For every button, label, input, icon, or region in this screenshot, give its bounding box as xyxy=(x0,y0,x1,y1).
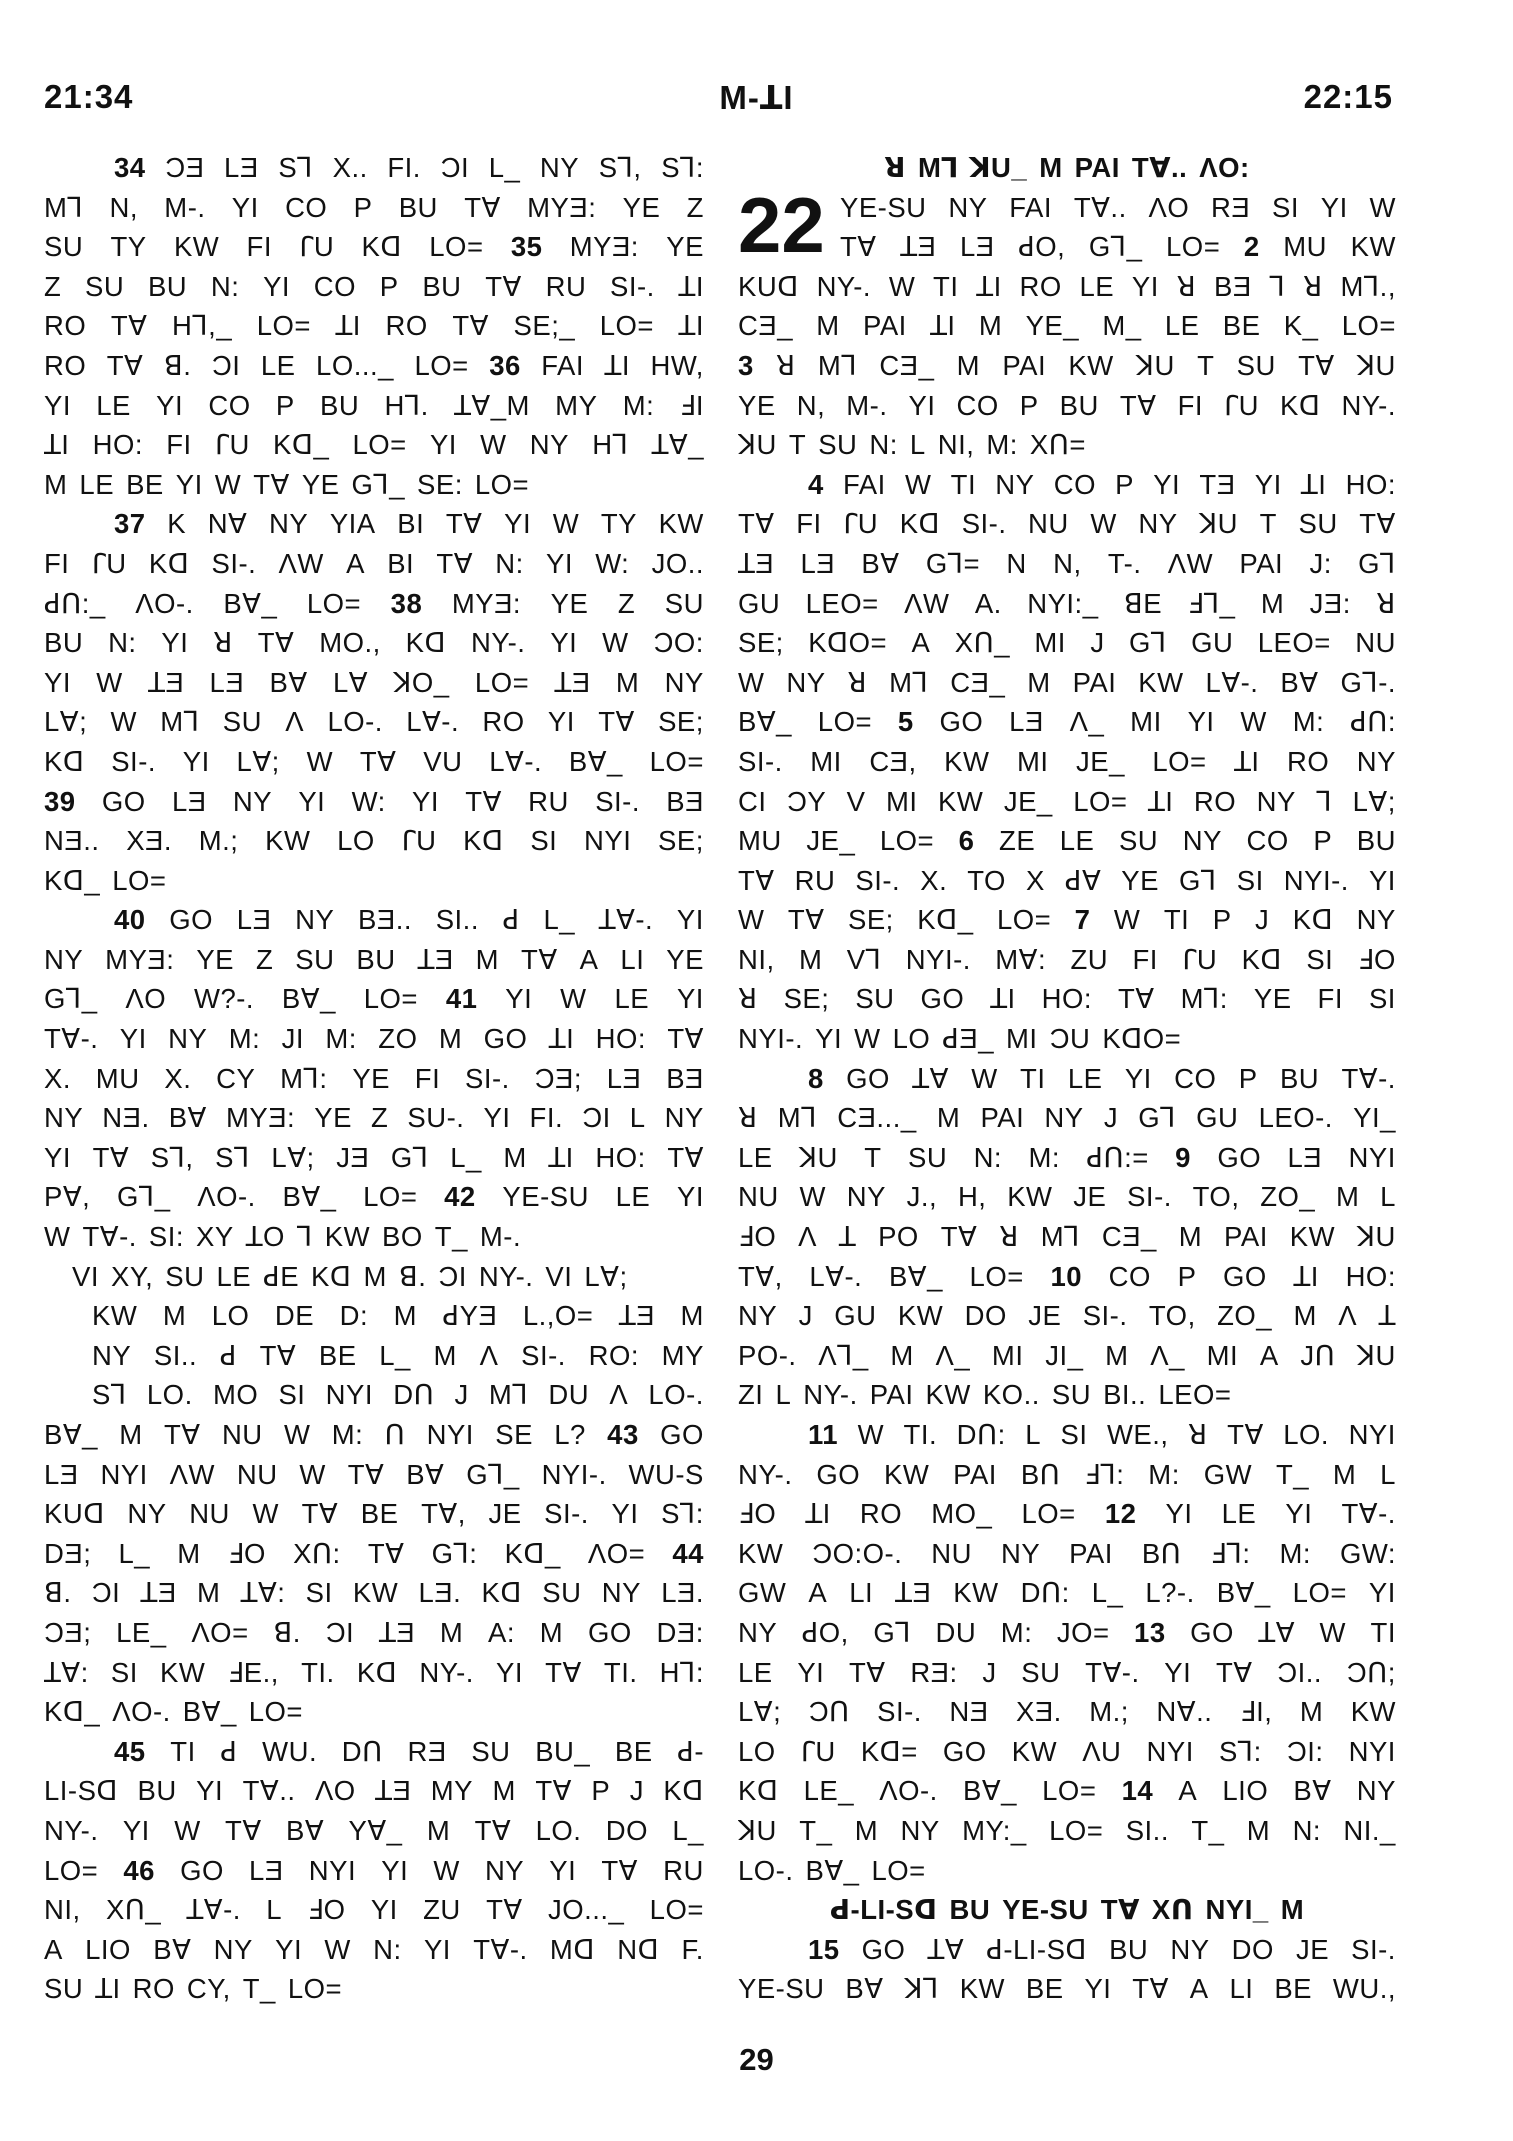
text-line: NI, Xꓵ_ ꓕⱯ-. L ꓞO YI ZU TⱯ JO..._ LO= xyxy=(44,1894,704,1926)
text-line: TⱯ, LⱯ-. BⱯ_ LO= 10 CO P GO ꓕI HO: xyxy=(738,1260,1396,1292)
text-line: ꓒꓵ:_ ɅO-. BⱯ_ LO= 38 MYƎ: YE Z SU xyxy=(44,587,704,619)
right-text-column xyxy=(738,148,1396,2009)
text-line: Z SU BU N: YI CO P BU TⱯ RU SI-. ꓕI xyxy=(44,270,704,302)
text-line: FI ꓩU Kꓷ SI-. ɅW A BI TⱯ N: YI W: JO.. xyxy=(44,547,704,579)
text-line: Kꓷ_ ɅO-. BⱯ_ LO= xyxy=(44,1696,303,1728)
text-line: CƎ_ M PAI ꓕI M YE_ M_ LE BE K_ LO= xyxy=(738,310,1396,342)
text-line: M LE BE YI W TⱯ YE Gꓶ_ SE: LO= xyxy=(44,468,530,500)
text-line: YI LE YI CO P BU Hꓶ. ꓕⱯ_M MY M: ꓞI xyxy=(44,389,704,421)
text-line: GU LEO= ɅW A. NYI:_ ꓭE ꓞꓶ_ M JƎ: ꓤ xyxy=(738,587,1396,619)
text-line: ꓭ. ƆI ꓕƎ M ꓕⱯ: SI KW LƎ. Kꓷ SU NY LƎ. xyxy=(44,1577,704,1609)
text-line: TⱯ-. YI NY M: JI M: ZO M GO ꓕI HO: TⱯ xyxy=(44,1023,704,1055)
text-line: RO TⱯ Hꓶ,_ LO= ꓕI RO TⱯ SE;_ LO= ꓕI xyxy=(44,310,704,342)
text-line: Sꓶ LO. MO SI NYI Dꓵ J Mꓶ DU Ʌ LO-. xyxy=(92,1379,704,1411)
text-line: KUꓷ NY NU W TⱯ BE TⱯ, JE SI-. YI Sꓶ: xyxy=(44,1498,704,1530)
text-line: BⱯ_ M TⱯ NU W M: ꓵ NYI SE L? 43 GO xyxy=(44,1419,704,1450)
text-line: SE; KꓷO= A Xꓵ_ MI J Gꓶ GU LEO= NU xyxy=(738,627,1396,659)
text-line: NYI-. YI W LO ꓒƎ_ MI ƆU KꓷO= xyxy=(738,1023,1182,1055)
text-line: A LIO BⱯ NY YI W N: YI TⱯ-. Mꓷ Nꓷ F. xyxy=(44,1933,704,1965)
text-line: LE ꓘU T SU N: M: ꓒꓵ:= 9 GO LƎ NYI xyxy=(738,1141,1396,1173)
text-line: YE-SU BⱯ ꓘꓶ KW BE YI TⱯ A LI BE WU., xyxy=(738,1973,1396,2005)
text-line: PⱯ, Gꓶ_ ɅO-. BⱯ_ LO= 42 YE-SU LE YI xyxy=(44,1181,704,1213)
text-line: ꓒ-LI-Sꓷ BU YE-SU TⱯ Xꓵ NYI_ M xyxy=(829,1894,1305,1926)
text-line: NƎ.. XƎ. M.; KW LO ꓩU Kꓷ SI NYI SE; xyxy=(44,825,704,857)
text-line: Kꓷ LE_ ɅO-. BⱯ_ LO= 14 A LIO BⱯ NY xyxy=(738,1775,1396,1807)
text-line: W NY ꓤ Mꓶ CƎ_ M PAI KW LⱯ-. BⱯ Gꓶ-. xyxy=(738,666,1396,698)
text-line: SU ꓕI RO CY, T_ LO= xyxy=(44,1973,343,2005)
text-line: KW ƆO:O-. NU NY PAI Bꓵ ꓞꓶ: M: GW: xyxy=(738,1537,1396,1569)
text-line: W TⱯ-. SI: XY ꓕO ꓶ KW BO T_ M-. xyxy=(44,1221,522,1253)
text-line: VI XY, SU LE ꓒE Kꓷ M ꓭ. ƆI NY-. VI LⱯ; xyxy=(72,1260,628,1292)
text-line: ꓤ Mꓶ ꓘU_ M PAI TⱯ.. ɅO: xyxy=(884,152,1250,183)
text-line: NY NƎ. BⱯ MYƎ: YE Z SU-. YI FI. ƆI L NY xyxy=(44,1102,704,1134)
header-verse-start: 21:34 xyxy=(44,78,134,115)
text-line: Mꓶ N, M-. YI CO P BU TⱯ MYƎ: YE Z xyxy=(44,191,704,223)
text-line: RO TⱯ ꓭ. ƆI LE LO..._ LO= 36 FAI ꓕI HW, xyxy=(44,349,704,381)
text-line: ꓕƎ LƎ BⱯ Gꓶ= N N, T-. ɅW PAI J: Gꓶ xyxy=(738,547,1396,579)
text-line: BⱯ_ LO= 5 GO LƎ Ʌ_ MI YI W M: ꓒꓵ: xyxy=(738,706,1396,738)
text-line: LⱯ; W Mꓶ SU Ʌ LO-. LⱯ-. RO YI TⱯ SE; xyxy=(44,706,704,738)
text-line: TⱯ ꓕƎ LƎ ꓒO, Gꓶ_ LO= 2 MU KW xyxy=(840,231,1396,263)
text-line: X. MU X. CY Mꓶ: YE FI SI-. ƆƎ; LƎ BƎ xyxy=(44,1062,704,1094)
text-line: LⱯ; Ɔꓵ SI-. NƎ XƎ. M.; NⱯ.. ꓞI, M KW xyxy=(738,1696,1396,1728)
text-line: 8 GO ꓕⱯ W TI LE YI CO P BU TⱯ-. xyxy=(808,1062,1396,1094)
text-line: Gꓶ_ ɅO W?-. BⱯ_ LO= 41 YI W LE YI xyxy=(44,983,704,1015)
chapter-number: 22 xyxy=(738,181,825,269)
text-line: 39 GO LƎ NY YI W: YI TⱯ RU SI-. BƎ xyxy=(44,785,704,817)
text-line: TⱯ FI ꓩU Kꓷ SI-. NU W NY ꓘU T SU TⱯ xyxy=(738,508,1396,540)
text-line: ƆƎ; LE_ ɅO= ꓭ. ƆI ꓕƎ M A: M GO DƎ: xyxy=(44,1616,704,1648)
text-line: MU JE_ LO= 6 ZE LE SU NY CO P BU xyxy=(738,825,1396,857)
text-line: W TⱯ SE; Kꓷ_ LO= 7 W TI P J Kꓷ NY xyxy=(738,904,1396,936)
text-line: 4 FAI W TI NY CO P YI TƎ YI ꓕI HO: xyxy=(808,468,1396,500)
text-line: ꓤ Mꓶ CƎ..._ M PAI NY J Gꓶ GU LEO-. YI_ xyxy=(738,1102,1396,1134)
text-line: PO-. Ʌꓶ_ M Ʌ_ MI JI_ M Ʌ_ MI A Jꓵ ꓘU xyxy=(738,1339,1396,1371)
text-line: 40 GO LƎ NY BƎ.. SI.. ꓒ L_ ꓕⱯ-. YI xyxy=(114,904,704,936)
text-line: ꓕI HO: FI ꓩU Kꓷ_ LO= YI W NY Hꓶ ꓕⱯ_ xyxy=(44,429,704,461)
text-line: Kꓷ_ LO= xyxy=(44,864,167,896)
text-line: YE-SU NY FAI TⱯ.. ɅO RƎ SI YI W xyxy=(840,191,1396,223)
text-line: YI W ꓕƎ LƎ BⱯ LⱯ ꓘO_ LO= ꓕƎ M NY xyxy=(44,666,704,698)
text-line: NI, M Vꓶ NYI-. MⱯ: ZU FI ꓩU Kꓷ SI ꓞO xyxy=(738,943,1396,975)
text-line: NY-. YI W TⱯ BⱯ YⱯ_ M TⱯ LO. DO L_ xyxy=(44,1814,704,1846)
text-line: YE N, M-. YI CO P BU TⱯ FI ꓩU Kꓷ NY-. xyxy=(738,389,1396,421)
text-line: LƎ NYI ɅW NU W TⱯ BⱯ Gꓶ_ NYI-. WU-S xyxy=(44,1458,704,1490)
text-line: TⱯ RU SI-. X. TO X ꓒⱯ YE Gꓶ SI NYI-. YI xyxy=(738,864,1396,896)
text-line: ꓤ SE; SU GO ꓕI HO: TⱯ Mꓶ: YE FI SI xyxy=(738,983,1396,1015)
text-line: SI-. MI CƎ, KW MI JE_ LO= ꓕI RO NY xyxy=(738,745,1396,777)
text-line: CI ƆY V MI KW JE_ LO= ꓕI RO NY ꓶ LⱯ; xyxy=(738,785,1396,817)
header-verse-end: 22:15 xyxy=(1303,78,1393,115)
text-line: 37 K NⱯ NY YIA BI TⱯ YI W TY KW xyxy=(114,508,704,540)
text-line: ꓘU T_ M NY MY:_ LO= SI.. T_ M N: NI._ xyxy=(738,1814,1396,1846)
text-line: 11 W TI. Dꓵ: L SI WE., ꓤ TⱯ LO. NYI xyxy=(808,1419,1396,1450)
text-line: 34 ƆƎ LƎ Sꓶ X.. FI. ƆI L_ NY Sꓶ, Sꓶ: xyxy=(114,152,704,183)
text-line: NU W NY J., H, KW JE SI-. TO, ZO_ M L xyxy=(738,1181,1396,1213)
text-line: ꓞO ꓕI RO MO_ LO= 12 YI LE YI TⱯ-. xyxy=(738,1498,1396,1530)
text-line: NY SI.. ꓒ TⱯ BE L_ M Ʌ SI-. RO: MY xyxy=(92,1339,704,1371)
text-line: 15 GO ꓕⱯ ꓒ-LI-Sꓷ BU NY DO JE SI-. xyxy=(808,1933,1396,1965)
text-line: DƎ; L_ M ꓞO Xꓵ: TⱯ Gꓶ: Kꓷ_ ɅO= 44 xyxy=(44,1537,704,1569)
text-line: LI-Sꓷ BU YI TⱯ.. ɅO ꓕƎ MY M TⱯ P J Kꓷ xyxy=(44,1775,704,1807)
text-line: KW M LO DE D: M ꓒYƎ L.,O= ꓕƎ M xyxy=(92,1300,704,1332)
text-line: 45 TI ꓒ WU. Dꓵ RƎ SU BU_ BE ꓒ- xyxy=(114,1735,704,1767)
text-line: YI TⱯ Sꓶ, Sꓶ LⱯ; JƎ Gꓶ L_ M ꓕI HO: TⱯ xyxy=(44,1141,704,1173)
text-line: NY J GU KW DO JE SI-. TO, ZO_ M Ʌ ꓕ xyxy=(738,1300,1396,1332)
header-book-title: M-ꓕI xyxy=(719,79,794,116)
text-line: 3 ꓤ Mꓶ CƎ_ M PAI KW ꓘU T SU TⱯ ꓘU xyxy=(738,349,1396,381)
text-line: LO ꓩU Kꓷ= GO KW ɅU NYI Sꓶ: ƆI: NYI xyxy=(738,1735,1396,1767)
text-line: NY ꓒO, Gꓶ DU M: JO= 13 GO ꓕⱯ W TI xyxy=(738,1616,1396,1648)
text-line: BU N: YI ꓤ TⱯ MO., Kꓷ NY-. YI W ƆO: xyxy=(44,627,704,659)
text-line: ꓞO Ʌ ꓕ PO TⱯ ꓤ Mꓶ CƎ_ M PAI KW ꓘU xyxy=(738,1221,1396,1253)
text-line: LE YI TⱯ RƎ: J SU TⱯ-. YI TⱯ ƆI.. Ɔꓵ; xyxy=(738,1656,1396,1688)
text-line: KUꓷ NY-. W TI ꓕI RO LE YI ꓤ BƎ ꓶ ꓤ Mꓶ., xyxy=(738,270,1396,302)
text-line: ꓘU T SU N: L NI, M: Xꓵ= xyxy=(738,429,1086,461)
text-line: ZI L NY-. PAI KW KO.. SU BI.. LEO= xyxy=(738,1379,1232,1411)
text-line: SU TY KW FI ꓩU Kꓷ LO= 35 MYƎ: YE xyxy=(44,231,704,263)
text-line: LO-. BⱯ_ LO= xyxy=(738,1854,926,1886)
text-line: NY-. GO KW PAI Bꓵ ꓞꓶ: M: GW T_ M L xyxy=(738,1458,1396,1490)
text-line: NY MYƎ: YE Z SU BU ꓕƎ M TⱯ A LI YE xyxy=(44,943,704,975)
text-line: Kꓷ SI-. YI LⱯ; W TⱯ VU LⱯ-. BⱯ_ LO= xyxy=(44,745,704,777)
left-text-column xyxy=(44,148,704,2009)
page-number: 29 xyxy=(739,2042,774,2077)
text-line: LO= 46 GO LƎ NYI YI W NY YI TⱯ RU xyxy=(44,1854,704,1886)
text-line: GW A LI ꓕƎ KW Dꓵ: L_ L?-. BⱯ_ LO= YI xyxy=(738,1577,1396,1609)
text-line: ꓕⱯ: SI KW ꓞE., TI. Kꓷ NY-. YI TⱯ TI. Hꓶ: xyxy=(44,1656,704,1688)
